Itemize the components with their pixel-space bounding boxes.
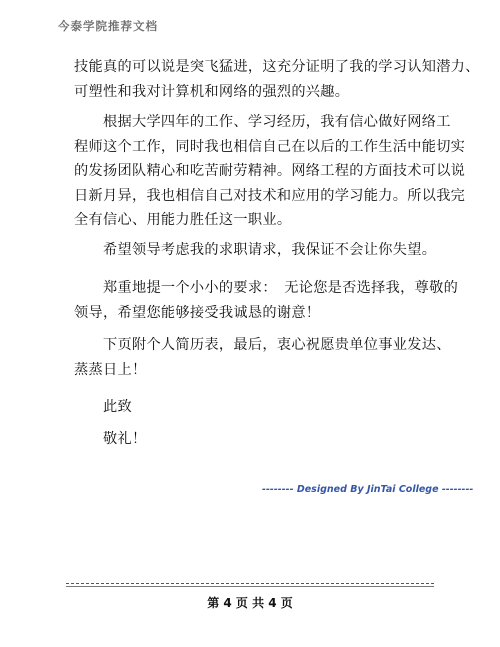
text-line: 蒸蒸日上！: [74, 361, 147, 378]
paragraph-intro-continued: [74, 55, 480, 104]
text-line: 的发扬团队精心和吃苦耐劳精神。网络工程的方面技术可以说: [74, 163, 466, 179]
document-header: 今泰学院推荐文档: [58, 19, 158, 33]
text-line: 全有信心、用能力胜任这一职业。: [74, 212, 292, 228]
text-line: 程师这个工作，同时我也相信自己在以后的工作生活中能切实: [74, 138, 466, 155]
paragraph-experience: [74, 110, 466, 233]
text-line: 可塑性和我对计算机和网络的强烈的兴趣。: [74, 83, 350, 100]
text-line: 技能真的可以说是突飞猛进，这充分证明了我的学习认知潜力、: [74, 59, 480, 75]
paragraph-thanks: [74, 276, 459, 325]
text-line: 根据大学四年的工作、学习经历，我有信心做好网络工: [74, 114, 451, 130]
text-line: 敬礼！: [74, 431, 147, 447]
page-number: 第 4 页 共 4 页: [207, 596, 293, 610]
footer-divider: [66, 583, 434, 584]
paragraph-regards: [74, 427, 454, 452]
paragraph-request: [74, 238, 454, 263]
designed-by-signature: -------- Designed By JinTai College --------: [262, 484, 474, 495]
text-line: 此致: [74, 399, 132, 415]
text-line: 领导，希望您能够接受我诚恳的谢意！: [74, 304, 321, 321]
text-line: 下页附个人简历表，最后，衷心祝愿贵单位事业发达、: [74, 337, 451, 353]
text-line: 希望领导考虑我的求职请求，我保证不会让你失望。: [74, 242, 437, 258]
text-line: 郑重地提一个小小的要求： 无论您是否选择我，尊敬的: [74, 280, 459, 296]
text-line: 日新月异，我也相信自己对技术和应用的学习能力。所以我完: [74, 187, 466, 204]
paragraph-salutation: [74, 395, 454, 420]
paragraph-closing-wish: [74, 333, 454, 382]
